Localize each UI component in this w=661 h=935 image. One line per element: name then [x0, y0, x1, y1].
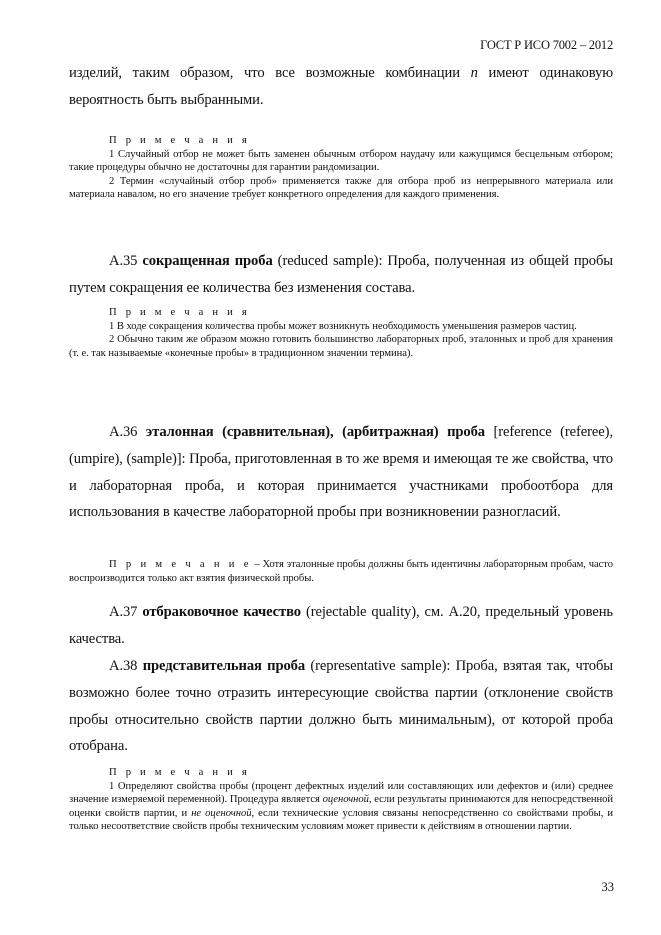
note-item: 1 В ходе сокращения количества пробы может возникнуть необходимость уменьшения размеров частиц.	[109, 320, 577, 332]
term: представительная проба	[142, 658, 306, 674]
notes-block-1	[69, 134, 613, 202]
note-item: 2 Термин «случайный отбор проб» применяется также для отбора проб из непрерывного материала или материала навалом, но его значение требует конкретного определения для каждого применения.	[69, 175, 613, 201]
note-item: 2 Обычно таким же образом можно готовить большинство лабораторных проб, эталонных и проб для хранения (т. е. так называемые «конечные пробы» в традиционном значении термина).	[69, 334, 613, 359]
note-item: 1 Случайный отбор не может быть заменен обычным отбором наудачу или кажущимся бесцельным отбором; такие процедуры обычно не достаточны для гарантии рандомизации.	[69, 148, 613, 174]
entry-a38: А.38 представительная проба (representative sample): Проба, взятая так, чтобы возможно более точно отразить интересующие свойства партии (отклонение свойств пробы относительно свойств партии должно быть минимальным), от которой проба отобрана.	[69, 658, 614, 755]
intro-paragraph: изделий, таким образом, что все возможные комбинации n имеют одинаковую вероятность быть выбранными.	[69, 65, 613, 108]
notes-title: П р и м е ч а н и я	[109, 767, 250, 778]
term: отбраковочное качество	[142, 604, 301, 620]
entry-a35: А.35 сокращенная проба (reduced sample): Проба, полученная из общей пробы путем сокращения ее количества без изменения состава.	[69, 253, 613, 296]
page-header: ГОСТ Р ИСО 7002 – 2012	[480, 38, 613, 52]
entry-a36: А.36 эталонная (сравнительная), (арбитражная) проба [reference (referee), (umpire), (sample)]: Проба, приготовленная в то же время и имеющая те же свойства, что и лабораторная проба, и которая принимается участниками пробоотбора для использования в качестве лабораторной пробы при возникновении разногласий.	[69, 424, 613, 521]
notes-title: П р и м е ч а н и я	[109, 307, 250, 318]
notes-block-3	[69, 766, 613, 834]
note-item: 1 Определяют свойства пробы (процент дефектных изделий или составляющих или дефектов и (или) среднее значение измеряемой переменной). Процедура является оценочной, если результаты принимаются для непосредственной оценки свойств партии, и не оценочной, если технические условия связаны непосредственно со свойствами пробы, и только несоответствие свойств пробы техническим условиям может привести к действиям в отношении партии.	[69, 780, 614, 833]
notes-title: П р и м е ч а н и я	[109, 135, 250, 146]
term: эталонная (сравнительная), (арбитражная) проба	[145, 424, 485, 440]
note-a36: П р и м е ч а н и е – Хотя эталонные пробы должны быть идентичны лабораторным пробам, часто воспроизводится только акт взятия физической пробы.	[69, 559, 613, 584]
page-number: 33	[601, 880, 614, 894]
term: сокращенная проба	[142, 253, 273, 269]
notes-block-2	[69, 306, 613, 360]
entry-a37: А.37 отбраковочное качество (rejectable quality), см. А.20, предельный уровень качества.	[69, 604, 613, 647]
